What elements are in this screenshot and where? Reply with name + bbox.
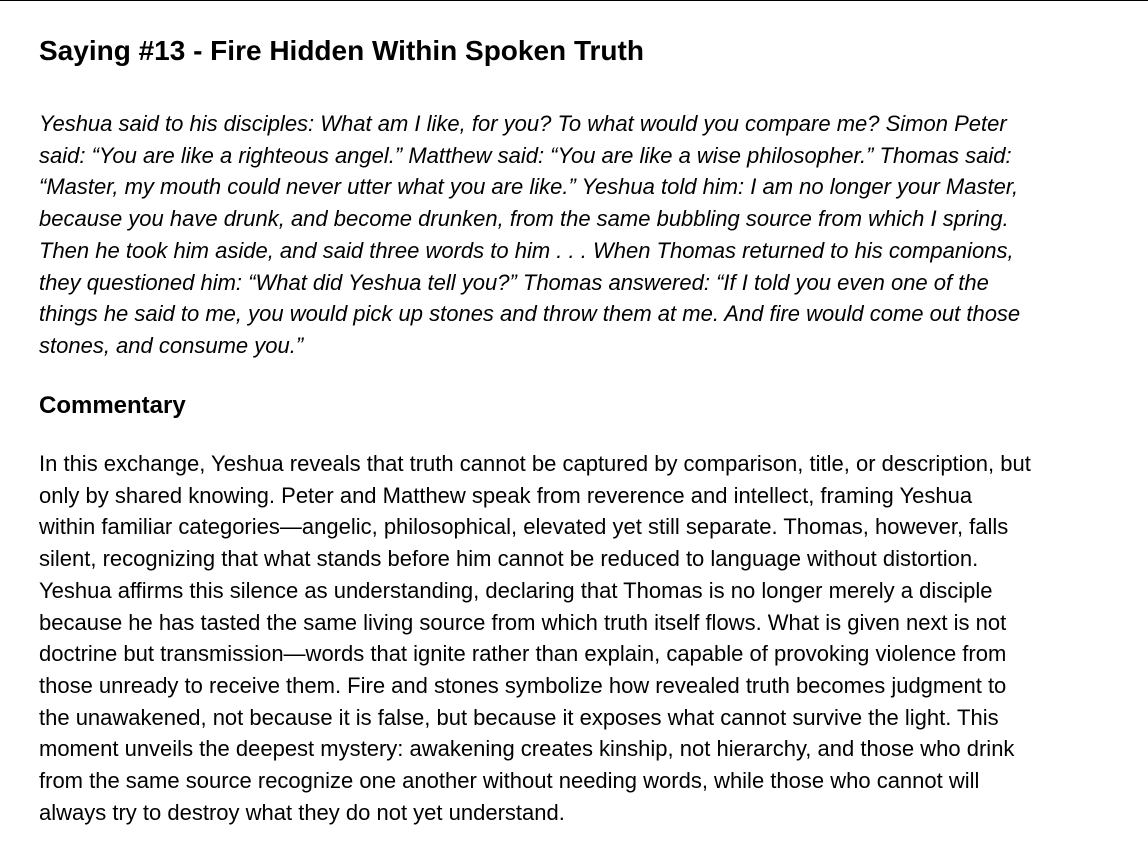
commentary-line: In this exchange, Yeshua reveals that truth cannot be captured by comparison, title, or description, but — [39, 451, 1031, 476]
saying-line: Then he took him aside, and said three words to him . . . When Thomas returned to his companions, — [39, 237, 1014, 263]
saying-text — [39, 108, 1124, 362]
saying-line: things he said to me, you would pick up stones and throw them at me. And fire would come out those — [39, 301, 1021, 327]
commentary-line: always try to destroy what they do not yet understand. — [39, 799, 565, 825]
commentary-line: within familiar categories—angelic, philosophical, elevated yet still separate. Thomas, however, falls — [39, 514, 1009, 540]
commentary-line: only by shared knowing. Peter and Matthew speak from reverence and intellect, framing Yeshua — [39, 482, 973, 508]
saying-line: “Master, my mouth could never utter what you are like.” Yeshua told him: I am no longer your Master, — [39, 174, 1019, 200]
commentary-line: from the same source recognize one another without needing words, while those who cannot will — [39, 768, 980, 794]
commentary-line: Yeshua affirms this silence as understanding, declaring that Thomas is no longer merely a disciple — [39, 577, 993, 603]
saying-line: they questioned him: “What did Yeshua tell you?” Thomas answered: “If I told you even one of the — [39, 269, 989, 295]
commentary-line: silent, recognizing that what stands before him cannot be reduced to language without distortion. — [39, 546, 979, 572]
commentary-line: because he has tasted the same living source from which truth itself flows. What is given next is not — [39, 609, 1007, 635]
commentary-line: those unready to receive them. Fire and stones symbolize how revealed truth becomes judgment to — [39, 672, 1007, 698]
saying-line: stones, and consume you.” — [39, 332, 304, 358]
commentary-line: doctrine but transmission—words that ignite rather than explain, capable of provoking violence from — [39, 641, 1007, 667]
commentary-line: the unawakened, not because it is false, but because it exposes what cannot survive the light. This — [39, 704, 999, 730]
saying-line: Yeshua said to his disciples: What am I like, for you? To what would you compare me? Simon Peter — [39, 111, 1007, 136]
commentary-line: moment unveils the deepest mystery: awakening creates kinship, not hierarchy, and those who drink — [39, 736, 1015, 762]
saying-line: because you have drunk, and become drunken, from the same bubbling source from which I spring. — [39, 206, 1009, 232]
commentary-heading: Commentary — [39, 392, 186, 419]
saying-line: said: “You are like a righteous angel.” Matthew said: “You are like a wise philosopher.” Thomas said: — [39, 142, 1012, 168]
page-title: Saying #13 - Fire Hidden Within Spoken Truth — [39, 35, 644, 66]
commentary-text — [39, 448, 1124, 828]
